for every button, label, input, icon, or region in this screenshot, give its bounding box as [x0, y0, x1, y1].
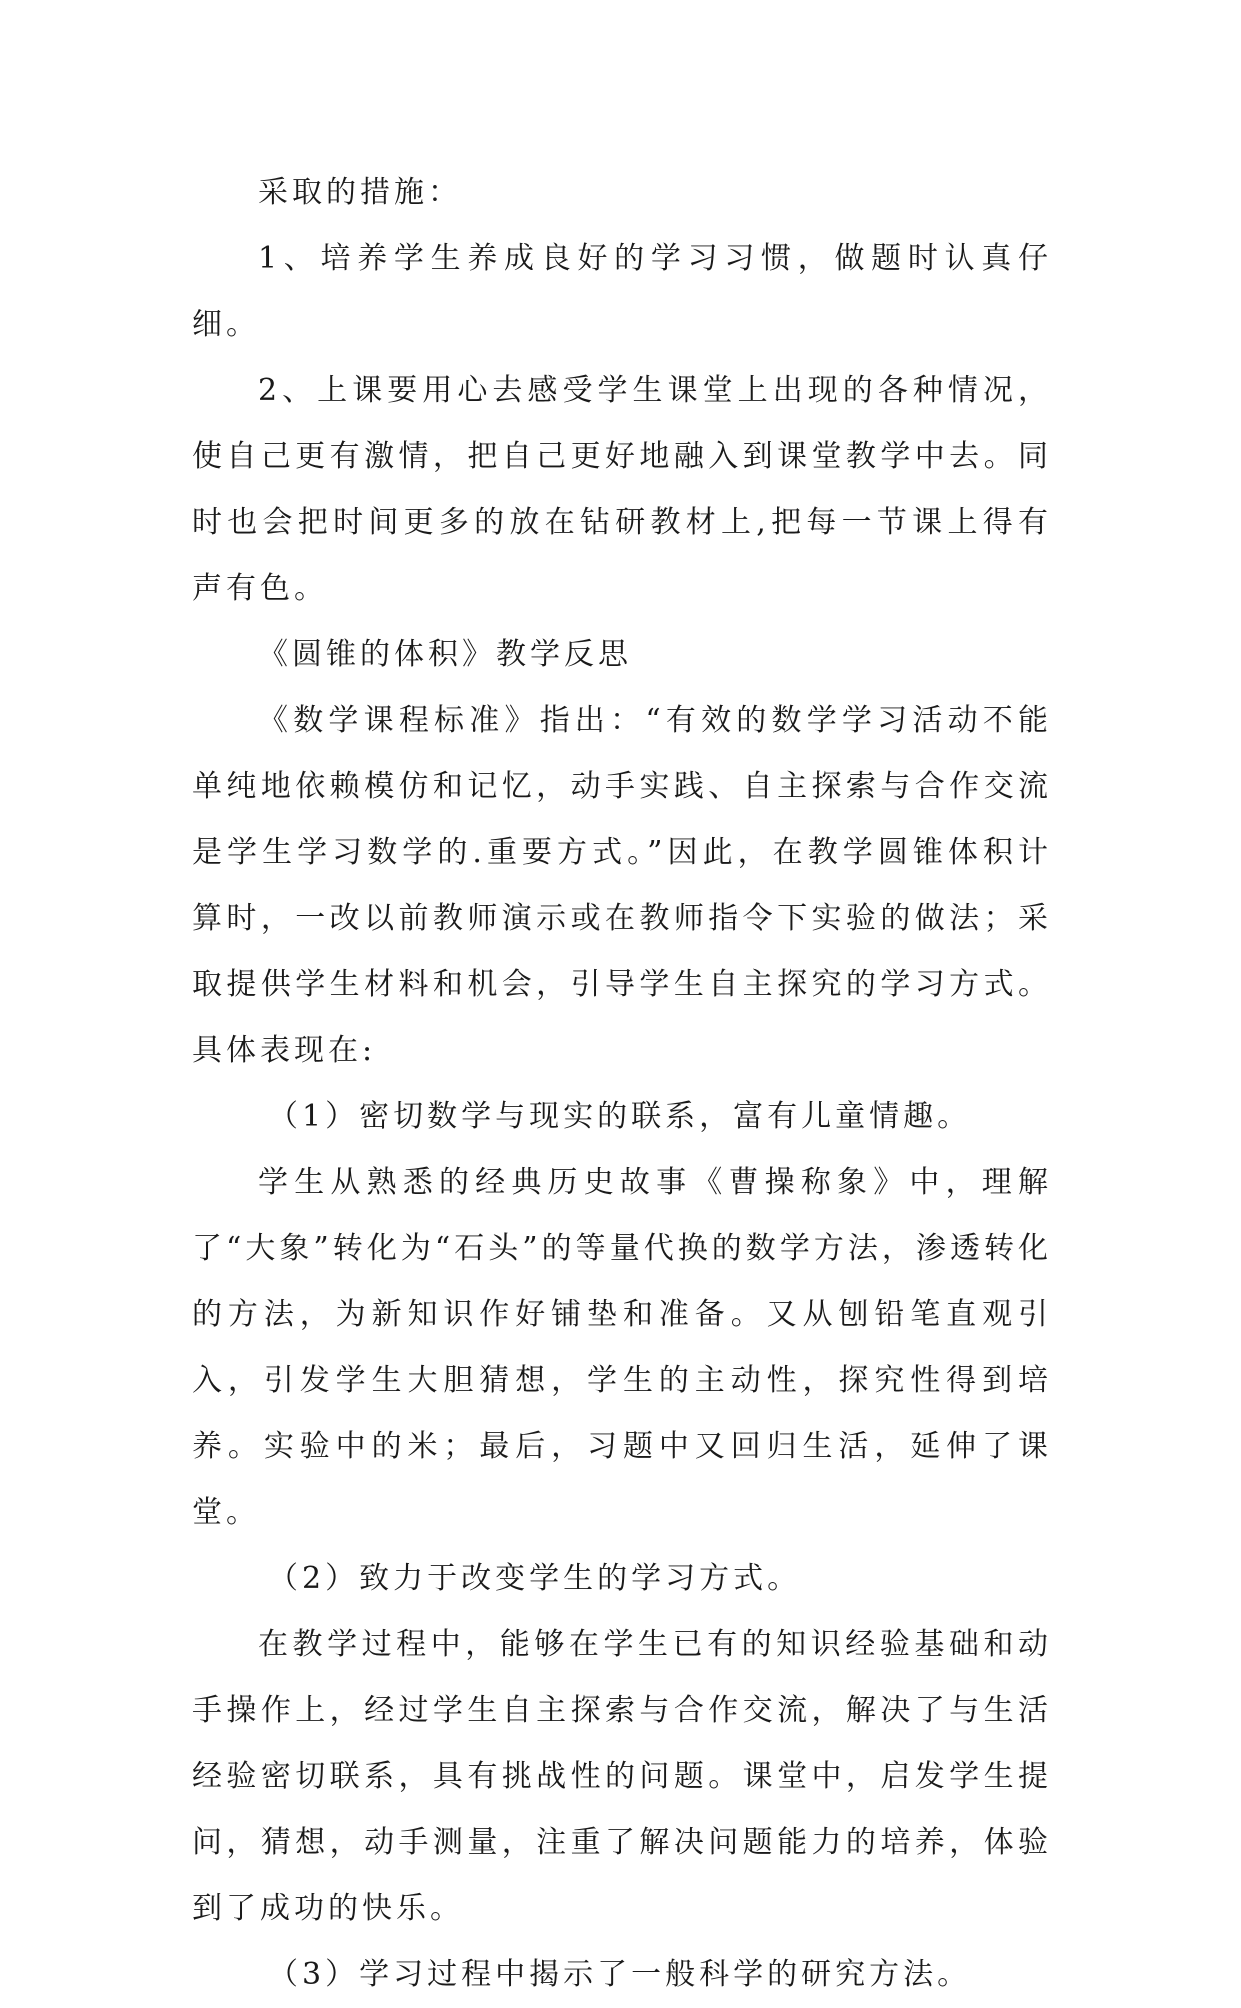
document-body	[192, 160, 1052, 2008]
paragraph-point-2-heading: （2）致力于改变学生的学习方式。	[268, 1561, 802, 1596]
paragraph-reflection-title: 《圆锥的体积》教学反思	[258, 637, 632, 672]
paragraph-point-3-heading: （3）学习过程中揭示了一般科学的研究方法。	[268, 1957, 972, 1992]
paragraph-curriculum-standard: 《数学课程标准》指出：“有效的数学学习活动不能单纯地依赖模仿和记忆，动手实践、自主探索与合作交流是学生学习数学的.重要方式。”因此，在教学圆锥体积计算时，一改以前教师演示或在教师指令下实验的做法；采取提供学生材料和机会，引导学生自主探究的学习方式。具体表现在:	[192, 703, 1052, 1068]
paragraph-measure-2: 2、上课要用心去感受学生课堂上出现的各种情况，使自己更有激情，把自己更好地融入到课堂教学中去。同时也会把时间更多的放在钻研教材上,把每一节课上得有声有色。	[192, 373, 1052, 606]
paragraph-point-2-body: 在教学过程中，能够在学生已有的知识经验基础和动手操作上，经过学生自主探索与合作交流，解决了与生活经验密切联系，具有挑战性的问题。课堂中，启发学生提问，猜想，动手测量，注重了解决问题能力的培养，体验到了成功的快乐。	[192, 1627, 1052, 1926]
paragraph-measure-1: 1、培养学生养成良好的学习习惯，做题时认真仔细。	[192, 241, 1052, 342]
paragraph-measures-heading: 采取的措施：	[258, 175, 462, 210]
paragraph-point-1-body: 学生从熟悉的经典历史故事《曹操称象》中，理解了“大象”转化为“石头”的等量代换的数学方法，渗透转化的方法，为新知识作好铺垫和准备。又从刨铅笔直观引入，引发学生大胆猜想，学生的主动性，探究性得到培养。实验中的米；最后，习题中又回归生活，延伸了课堂。	[192, 1165, 1052, 1530]
paragraph-point-1-heading: （1）密切数学与现实的联系，富有儿童情趣。	[268, 1099, 972, 1134]
